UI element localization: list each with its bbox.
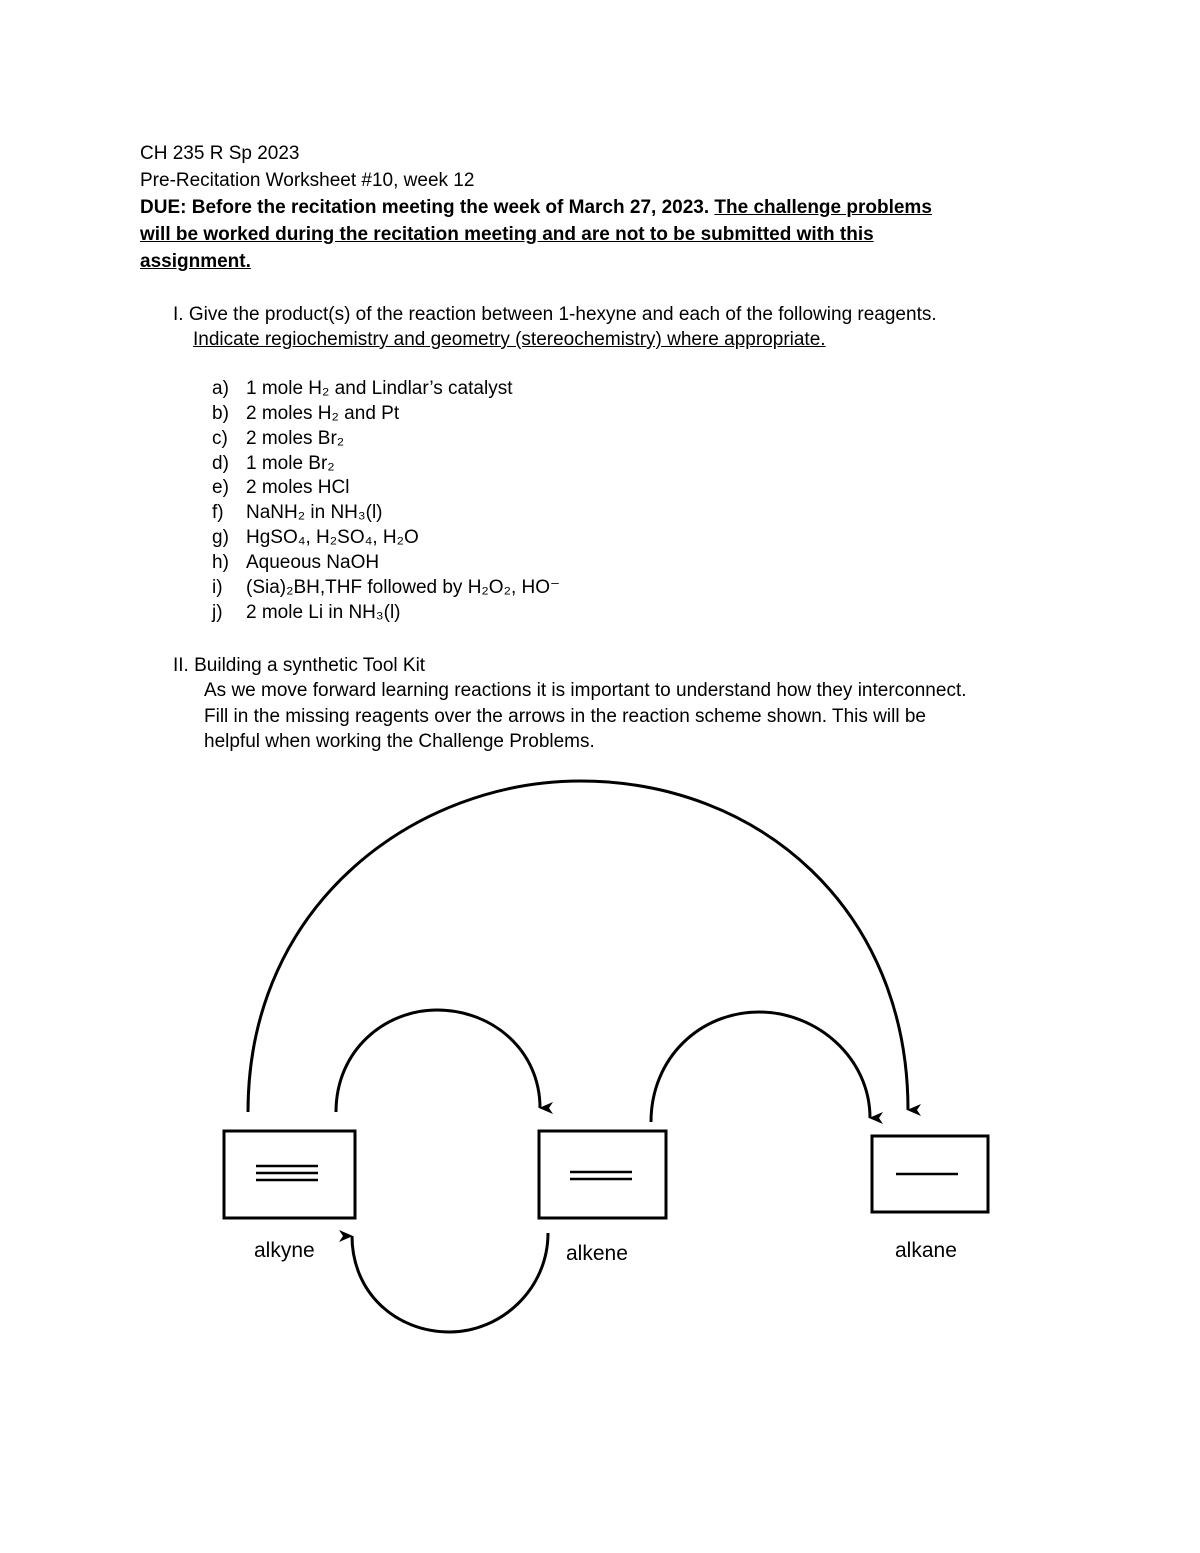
item-text: 1 mole H₂ and Lindlar’s catalyst [246, 378, 513, 399]
section2-line3: helpful when working the Challenge Problems. [204, 731, 595, 752]
item-letter: a) [212, 378, 229, 399]
arrow-alkene-to-alkyne[interactable] [352, 1233, 548, 1332]
item-letter: g) [212, 527, 229, 548]
due-text: DUE: Before the recitation meeting the week of March 27, 2023. [140, 197, 715, 218]
item-text: 2 mole Li in NH₃(l) [246, 602, 401, 623]
section2-line2: Fill in the missing reagents over the arrows in the reaction scheme shown. This will be [204, 706, 926, 727]
item-letter: j) [212, 602, 223, 623]
course-title: CH 235 R Sp 2023 [140, 143, 300, 164]
alkyne-label: alkyne [254, 1239, 315, 1262]
item-text: Aqueous NaOH [246, 552, 380, 573]
due-underlined-2: will be worked during the recitation meeting and are not to be submitted with this [140, 224, 874, 245]
item-text: 2 moles Br₂ [246, 428, 345, 449]
alkane-box[interactable] [872, 1136, 988, 1212]
item-letter: d) [212, 453, 229, 474]
section1-note: Indicate regiochemistry and geometry (stereochemistry) where appropriate. [193, 329, 826, 350]
alkyne-box[interactable] [224, 1131, 355, 1218]
due-underlined-3: assignment. [140, 251, 251, 272]
arrow-alkene-to-alkane[interactable] [651, 1012, 870, 1122]
section1-prompt: I. Give the product(s) of the reaction between 1-hexyne and each of the following reagents. [173, 304, 937, 325]
item-text: 2 moles HCl [246, 477, 350, 498]
item-letter: i) [212, 577, 223, 598]
worksheet-title: Pre-Recitation Worksheet #10, week 12 [140, 170, 475, 191]
item-text: 2 moles H₂ and Pt [246, 403, 400, 424]
alkane-label: alkane [895, 1239, 957, 1262]
section2-line1: As we move forward learning reactions it is important to understand how they interconnect. [204, 680, 967, 701]
due-underlined-1: The challenge problems [714, 197, 932, 218]
item-letter: f) [212, 502, 224, 523]
alkene-label: alkene [566, 1242, 628, 1265]
item-letter: h) [212, 552, 229, 573]
item-letter: e) [212, 477, 229, 498]
alkene-box[interactable] [539, 1131, 666, 1218]
item-letter: b) [212, 403, 229, 424]
section2-title: II. Building a synthetic Tool Kit [173, 655, 426, 676]
item-text: HgSO₄, H₂SO₄, H₂O [246, 527, 419, 548]
item-text: 1 mole Br₂ [246, 453, 335, 474]
item-text: (Sia)₂BH,THF followed by H₂O₂, HO⁻ [246, 577, 561, 598]
item-text: NaNH₂ in NH₃(l) [246, 502, 383, 523]
arrow-alkyne-to-alkene[interactable] [336, 1010, 540, 1112]
item-letter: c) [212, 428, 228, 449]
